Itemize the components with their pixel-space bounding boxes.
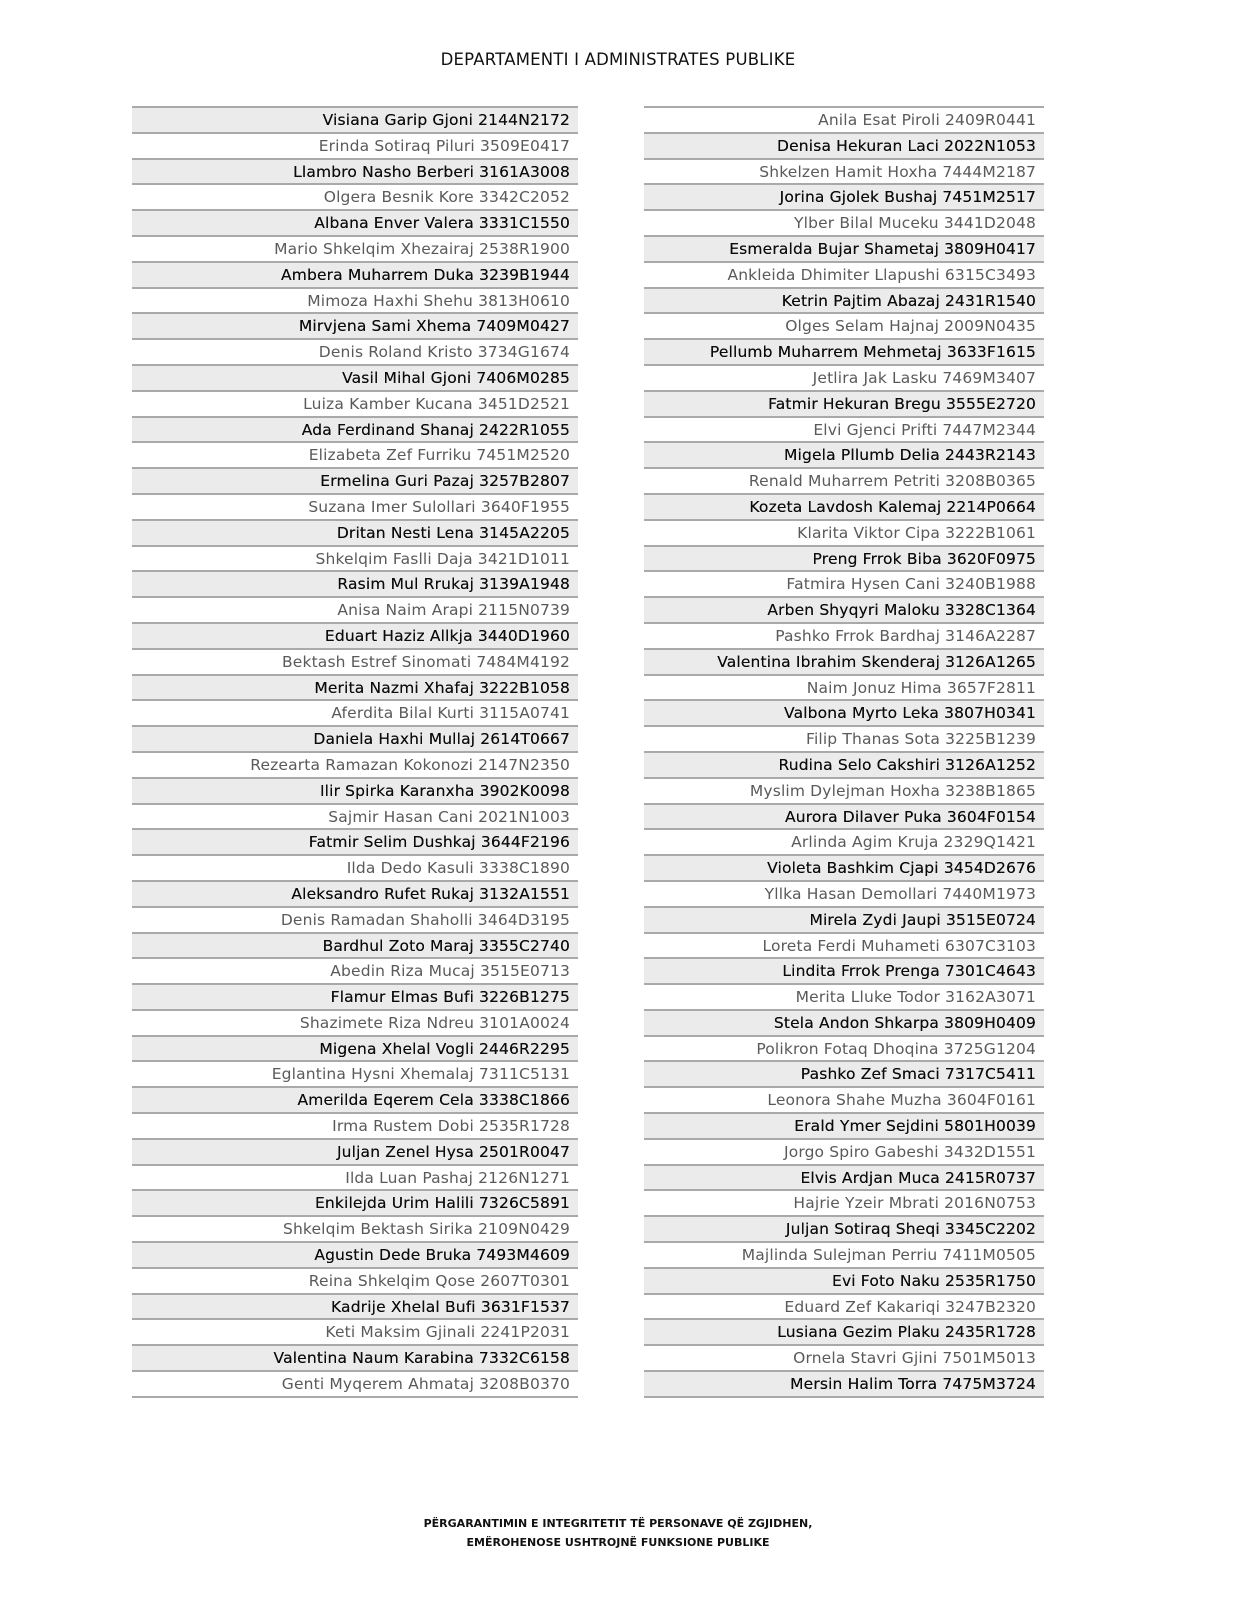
person-entry: Fatmira Hysen Cani 3240B1988 (786, 575, 1036, 594)
list-item (644, 854, 1044, 880)
list-item (132, 1293, 578, 1319)
list-item (644, 983, 1044, 1009)
list-item (132, 854, 578, 880)
person-entry: Migena Xhelal Vogli 2446R2295 (319, 1039, 570, 1058)
footer-line-2: EMËROHENOSE USHTROJNË FUNKSIONE PUBLIKE (466, 1536, 770, 1549)
list-item (644, 1112, 1044, 1138)
person-entry: Abedin Riza Mucaj 3515E0713 (330, 962, 570, 981)
person-entry: Irma Rustem Dobi 2535R1728 (332, 1117, 570, 1136)
list-item (132, 751, 578, 777)
person-entry: Dritan Nesti Lena 3145A2205 (336, 523, 570, 542)
list-item (132, 828, 578, 854)
footer (0, 1514, 1236, 1552)
list-item (644, 312, 1044, 338)
person-entry: Yllka Hasan Demollari 7440M1973 (764, 884, 1036, 903)
list-item (644, 338, 1044, 364)
list-item (132, 209, 578, 235)
person-entry: Rasim Mul Rrukaj 3139A1948 (337, 575, 570, 594)
person-entry: Mario Shkelqim Xhezairaj 2538R1900 (274, 239, 570, 258)
list-item (644, 1189, 1044, 1215)
list-item (644, 1344, 1044, 1370)
person-entry: Visiana Garip Gjoni 2144N2172 (322, 111, 570, 129)
list-item (644, 1009, 1044, 1035)
person-entry: Rezearta Ramazan Kokonozi 2147N2350 (250, 755, 570, 774)
list-item (132, 261, 578, 287)
list-item (644, 183, 1044, 209)
list-item (644, 158, 1044, 184)
list-item (644, 828, 1044, 854)
person-entry: Eduart Haziz Allkja 3440D1960 (324, 626, 570, 645)
person-entry: Bardhul Zoto Maraj 3355C2740 (322, 936, 570, 955)
person-entry: Olges Selam Hajnaj 2009N0435 (785, 317, 1036, 336)
person-entry: Ilir Spirka Karanxha 3902K0098 (319, 781, 570, 800)
person-entry: Valentina Naum Karabina 7332C6158 (273, 1349, 570, 1368)
person-entry: Shkelqim Faslli Daja 3421D1011 (315, 549, 570, 568)
list-item (644, 751, 1044, 777)
person-entry: Pashko Frrok Bardhaj 3146A2287 (775, 626, 1036, 645)
person-entry: Elvis Ardjan Muca 2415R0737 (800, 1168, 1036, 1187)
list-item (644, 880, 1044, 906)
person-entry: Denis Ramadan Shaholli 3464D3195 (280, 910, 570, 929)
person-entry: Denisa Hekuran Laci 2022N1053 (777, 136, 1036, 155)
person-entry: Leonora Shahe Muzha 3604F0161 (767, 1091, 1036, 1110)
person-entry: Genti Myqerem Ahmataj 3208B0370 (281, 1375, 570, 1394)
person-entry: Flamur Elmas Bufi 3226B1275 (330, 988, 570, 1007)
list-item (644, 106, 1044, 132)
list-item (644, 674, 1044, 700)
list-item (132, 880, 578, 906)
list-item (644, 132, 1044, 158)
person-entry: Naim Jonuz Hima 3657F2811 (806, 678, 1036, 697)
person-entry: Daniela Haxhi Mullaj 2614T0667 (313, 730, 570, 749)
list-item (644, 1138, 1044, 1164)
person-entry: Keti Maksim Gjinali 2241P2031 (325, 1323, 570, 1342)
list-item (132, 1344, 578, 1370)
person-entry: Valbona Myrto Leka 3807H0341 (784, 704, 1036, 723)
person-entry: Evi Foto Naku 2535R1750 (832, 1271, 1036, 1290)
person-entry: Shazimete Riza Ndreu 3101A0024 (299, 1013, 570, 1032)
person-entry: Luiza Kamber Kucana 3451D2521 (303, 394, 570, 413)
person-entry: Bektash Estref Sinomati 7484M4192 (281, 652, 570, 671)
list-item (644, 493, 1044, 519)
person-entry: Lusiana Gezim Plaku 2435R1728 (777, 1323, 1036, 1342)
person-entry: Merita Nazmi Xhafaj 3222B1058 (314, 678, 570, 697)
list-item (132, 1164, 578, 1190)
list-item (132, 699, 578, 725)
person-entry: Kadrije Xhelal Bufi 3631F1537 (331, 1297, 570, 1316)
list-item (644, 287, 1044, 313)
person-entry: Pellumb Muharrem Mehmetaj 3633F1615 (709, 343, 1036, 362)
person-entry: Preng Frrok Biba 3620F0975 (812, 549, 1036, 568)
footer-line-1: PËRGARANTIMIN E INTEGRITETIT TË PERSONAVE QË ZGJIDHEN, (423, 1517, 813, 1530)
list-item (132, 235, 578, 261)
person-entry: Ylber Bilal Muceku 3441D2048 (794, 214, 1036, 233)
person-entry: Eglantina Hysni Xhemalaj 7311C5131 (271, 1065, 570, 1084)
list-item (132, 158, 578, 184)
list-item (132, 1138, 578, 1164)
person-entry: Ilda Dedo Kasuli 3338C1890 (346, 859, 570, 878)
list-item (132, 467, 578, 493)
person-entry: Ankleida Dhimiter Llapushi 6315C3493 (727, 265, 1036, 284)
person-entry: Renald Muharrem Petriti 3208B0365 (748, 472, 1036, 491)
person-entry: Juljan Sotiraq Sheqi 3345C2202 (785, 1220, 1036, 1239)
list-item (132, 1267, 578, 1293)
list-item (132, 519, 578, 545)
list-item (132, 441, 578, 467)
person-entry: Kozeta Lavdosh Kalemaj 2214P0664 (749, 497, 1036, 516)
person-entry: Mersin Halim Torra 7475M3724 (790, 1375, 1036, 1394)
person-entry: Violeta Bashkim Cjapi 3454D2676 (767, 859, 1036, 878)
person-entry: Arlinda Agim Kruja 2329Q1421 (791, 833, 1036, 852)
list-item (644, 957, 1044, 983)
person-entry: Erald Ymer Sejdini 5801H0039 (794, 1117, 1036, 1136)
list-item (132, 648, 578, 674)
list-item (132, 1215, 578, 1241)
person-entry: Fatmir Hekuran Bregu 3555E2720 (768, 394, 1036, 413)
person-entry: Anila Esat Piroli 2409R0441 (818, 111, 1036, 129)
person-entry: Mirela Zydi Jaupi 3515E0724 (809, 910, 1036, 929)
list-item (644, 803, 1044, 829)
person-entry: Jetlira Jak Lasku 7469M3407 (812, 368, 1036, 387)
list-item (132, 725, 578, 751)
person-entry: Fatmir Selim Dushkaj 3644F2196 (308, 833, 570, 852)
list-item (644, 622, 1044, 648)
list-item (132, 570, 578, 596)
list-item (644, 725, 1044, 751)
list-item (132, 957, 578, 983)
list-item (644, 390, 1044, 416)
left-name-column (132, 106, 578, 1398)
right-name-column (644, 106, 1044, 1398)
list-item (132, 1086, 578, 1112)
person-entry: Hajrie Yzeir Mbrati 2016N0753 (793, 1194, 1036, 1213)
list-item (644, 699, 1044, 725)
list-item (644, 932, 1044, 958)
list-item (644, 1164, 1044, 1190)
list-item (132, 1318, 578, 1344)
person-entry: Erinda Sotiraq Piluri 3509E0417 (318, 136, 570, 155)
person-entry: Reina Shkelqim Qose 2607T0301 (308, 1271, 570, 1290)
list-item (132, 803, 578, 829)
list-item (644, 1086, 1044, 1112)
list-item (132, 1241, 578, 1267)
list-item (132, 106, 578, 132)
person-entry: Mimoza Haxhi Shehu 3813H0610 (307, 291, 570, 310)
list-item (132, 622, 578, 648)
list-item (644, 648, 1044, 674)
list-item (132, 1370, 578, 1396)
list-item (644, 1215, 1044, 1241)
person-entry: Sajmir Hasan Cani 2021N1003 (328, 807, 570, 826)
person-entry: Klarita Viktor Cipa 3222B1061 (797, 523, 1036, 542)
list-item (132, 287, 578, 313)
person-entry: Polikron Fotaq Dhoqina 3725G1204 (756, 1039, 1036, 1058)
person-entry: Elvi Gjenci Prifti 7447M2344 (813, 420, 1036, 439)
person-entry: Ambera Muharrem Duka 3239B1944 (280, 265, 570, 284)
person-entry: Ketrin Pajtim Abazaj 2431R1540 (781, 291, 1036, 310)
person-entry: Myslim Dylejman Hoxha 3238B1865 (749, 781, 1036, 800)
person-entry: Eduard Zef Kakariqi 3247B2320 (784, 1297, 1036, 1316)
list-item (644, 235, 1044, 261)
person-entry: Filip Thanas Sota 3225B1239 (806, 730, 1036, 749)
person-entry: Enkilejda Urim Halili 7326C5891 (314, 1194, 570, 1213)
person-entry: Anisa Naim Arapi 2115N0739 (337, 601, 570, 620)
list-item (132, 416, 578, 442)
list-item (132, 1189, 578, 1215)
person-entry: Agustin Dede Bruka 7493M4609 (314, 1246, 570, 1265)
list-item (644, 1060, 1044, 1086)
person-entry: Jorina Gjolek Bushaj 7451M2517 (779, 188, 1036, 207)
list-item (644, 519, 1044, 545)
list-item (132, 906, 578, 932)
person-entry: Pashko Zef Smaci 7317C5411 (800, 1065, 1036, 1084)
list-item (644, 1370, 1044, 1396)
list-item (644, 545, 1044, 571)
person-entry: Ermelina Guri Pazaj 3257B2807 (320, 472, 570, 491)
list-item (644, 906, 1044, 932)
list-item (132, 932, 578, 958)
person-entry: Rudina Selo Cakshiri 3126A1252 (778, 755, 1036, 774)
person-entry: Juljan Zenel Hysa 2501R0047 (336, 1142, 570, 1161)
person-entry: Amerilda Eqerem Cela 3338C1866 (297, 1091, 570, 1110)
person-entry: Esmeralda Bujar Shametaj 3809H0417 (729, 239, 1036, 258)
list-item (132, 390, 578, 416)
person-entry: Loreta Ferdi Muhameti 6307C3103 (762, 936, 1036, 955)
list-item (644, 596, 1044, 622)
list-item (132, 983, 578, 1009)
person-entry: Aurora Dilaver Puka 3604F0154 (785, 807, 1036, 826)
person-entry: Shkelqim Bektash Sirika 2109N0429 (282, 1220, 570, 1239)
list-item (644, 1293, 1044, 1319)
person-entry: Albana Enver Valera 3331C1550 (314, 214, 570, 233)
person-entry: Valentina Ibrahim Skenderaj 3126A1265 (717, 652, 1036, 671)
person-entry: Aleksandro Rufet Rukaj 3132A1551 (291, 884, 570, 903)
person-entry: Stela Andon Shkarpa 3809H0409 (773, 1013, 1036, 1032)
list-item (132, 674, 578, 700)
page-title: DEPARTAMENTI I ADMINISTRATES PUBLIKE (440, 50, 796, 69)
person-entry: Arben Shyqyri Maloku 3328C1364 (767, 601, 1036, 620)
person-entry: Olgera Besnik Kore 3342C2052 (323, 188, 570, 207)
person-entry: Mirvjena Sami Xhema 7409M0427 (298, 317, 570, 336)
list-item (132, 493, 578, 519)
person-entry: Denis Roland Kristo 3734G1674 (318, 343, 570, 362)
person-entry: Lindita Frrok Prenga 7301C4643 (782, 962, 1036, 981)
list-item (132, 183, 578, 209)
list-item (644, 441, 1044, 467)
person-entry: Shkelzen Hamit Hoxha 7444M2187 (759, 162, 1036, 181)
list-item (644, 1318, 1044, 1344)
person-entry: Merita Lluke Todor 3162A3071 (795, 988, 1036, 1007)
list-item (644, 777, 1044, 803)
column-bottom-rule (644, 1396, 1044, 1398)
list-item (644, 261, 1044, 287)
list-item (644, 467, 1044, 493)
person-entry: Majlinda Sulejman Perriu 7411M0505 (741, 1246, 1036, 1265)
list-item (644, 1035, 1044, 1061)
list-item (132, 364, 578, 390)
list-item (644, 364, 1044, 390)
person-entry: Ornela Stavri Gjini 7501M5013 (793, 1349, 1036, 1368)
list-item (132, 1060, 578, 1086)
person-entry: Jorgo Spiro Gabeshi 3432D1551 (783, 1142, 1036, 1161)
list-item (132, 777, 578, 803)
person-entry: Vasil Mihal Gjoni 7406M0285 (342, 368, 570, 387)
list-item (644, 209, 1044, 235)
list-item (132, 338, 578, 364)
person-entry: Ada Ferdinand Shanaj 2422R1055 (301, 420, 570, 439)
person-entry: Migela Pllumb Delia 2443R2143 (784, 446, 1036, 465)
list-item (132, 132, 578, 158)
person-entry: Suzana Imer Sulollari 3640F1955 (308, 497, 570, 516)
person-entry: Ilda Luan Pashaj 2126N1271 (345, 1168, 570, 1187)
list-item (132, 1112, 578, 1138)
person-entry: Aferdita Bilal Kurti 3115A0741 (331, 704, 570, 723)
person-entry: Llambro Nasho Berberi 3161A3008 (293, 162, 570, 181)
list-item (644, 1267, 1044, 1293)
person-entry: Elizabeta Zef Furriku 7451M2520 (308, 446, 570, 465)
list-item (132, 596, 578, 622)
list-item (644, 570, 1044, 596)
list-item (132, 1009, 578, 1035)
column-bottom-rule (132, 1396, 578, 1398)
list-item (132, 312, 578, 338)
list-item (132, 1035, 578, 1061)
list-item (644, 416, 1044, 442)
list-item (644, 1241, 1044, 1267)
list-item (132, 545, 578, 571)
